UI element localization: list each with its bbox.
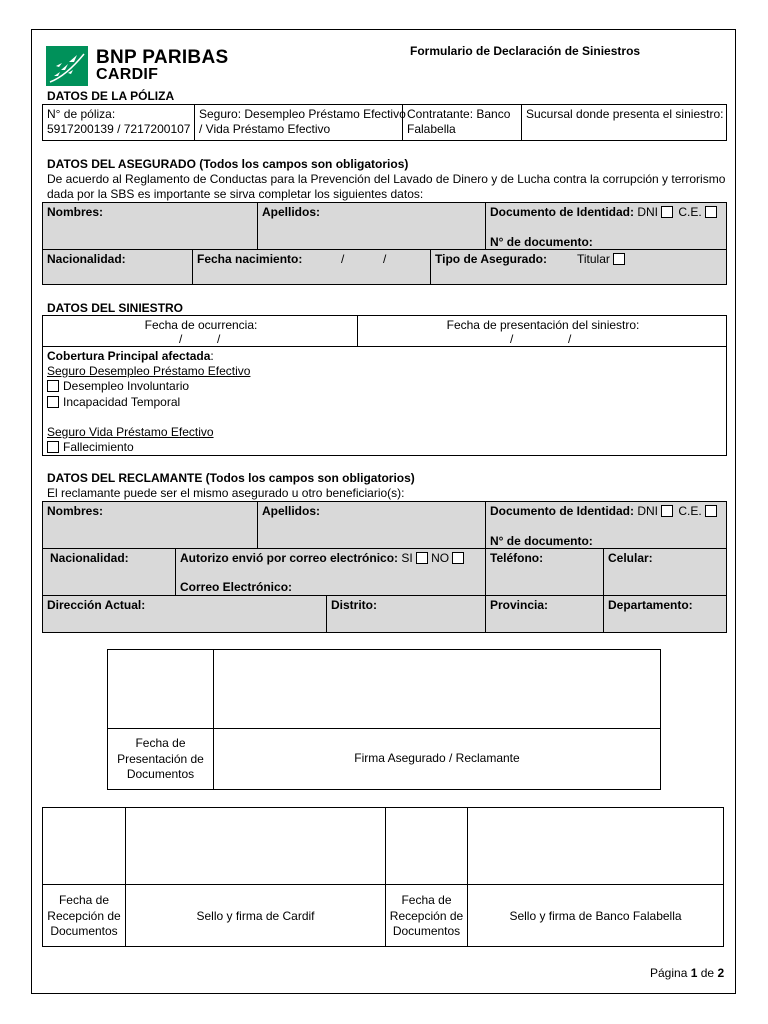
poliza-number-value: 5917200139 / 7217200107 [47, 122, 191, 136]
caption-line: Fecha de [401, 893, 452, 907]
date-separator: / [341, 252, 345, 266]
reclamante-nacionalidad-label: Nacionalidad: [50, 551, 129, 565]
bnp-paribas-logo [46, 46, 88, 86]
fecha-recepcion-banco-caption-cell [385, 884, 468, 947]
reclamante-numdoc-label: N° de documento: [490, 534, 593, 548]
reclamante-distrito-field[interactable] [326, 595, 486, 633]
sello-banco-caption-cell [467, 884, 724, 947]
fecha-presentacion-field[interactable] [357, 315, 727, 347]
asegurado-doc-label: Documento de Identidad: [490, 205, 634, 219]
fecha-presentacion-caption-cell [107, 728, 214, 790]
reclamante-departamento-field[interactable] [603, 595, 727, 633]
fecha-recepcion-banco-area[interactable] [385, 807, 468, 885]
poliza-section-title: DATOS DE LA PÓLIZA [47, 89, 175, 103]
reclamante-ce-checkbox[interactable] [705, 505, 717, 517]
asegurado-apellidos-field[interactable] [257, 202, 486, 250]
caption-line: Documentos [392, 924, 461, 938]
fecha-presentacion-label: Fecha de presentación del siniestro: [446, 318, 640, 332]
firma-asegurado-caption-cell [213, 728, 661, 790]
reclamante-dni-label: DNI [637, 504, 659, 518]
form-title: Formulario de Declaración de Siniestros [410, 44, 641, 58]
reclamante-provincia-field[interactable] [485, 595, 604, 633]
fecha-presentacion-caption [108, 736, 213, 783]
fecha-recepcion-cardif-caption [43, 893, 125, 940]
fecha-ocurrencia-label: Fecha de ocurrencia: [144, 318, 258, 332]
reclamante-section-title: DATOS DEL RECLAMANTE (Todos los campos son obligatorios) [47, 471, 415, 485]
celular-label: Celular: [608, 551, 653, 565]
reclamante-correo-field[interactable] [175, 548, 486, 596]
poliza-number-cell [42, 104, 195, 141]
asegurado-ce-label: C.E. [678, 205, 702, 219]
date-separator: / [568, 332, 572, 346]
asegurado-nacionalidad-field[interactable] [42, 249, 193, 285]
reclamante-apellidos-field[interactable] [257, 501, 486, 549]
fallecimiento-option [47, 440, 134, 454]
reclamante-dni-checkbox[interactable] [661, 505, 673, 517]
asegurado-intro-line2: dada por la SBS es importante se sirva completar los siguientes datos: [47, 187, 424, 201]
reclamante-documento-field[interactable] [485, 501, 727, 549]
incapacidad-label: Incapacidad Temporal [63, 395, 181, 409]
asegurado-fecha-nac-label: Fecha nacimiento: [197, 252, 303, 266]
sello-banco-caption: Sello y firma de Banco Falabella [509, 909, 682, 923]
poliza-sucursal-field[interactable] [521, 104, 727, 141]
date-separator: / [510, 332, 514, 346]
sello-banco-area[interactable] [467, 807, 724, 885]
si-checkbox[interactable] [416, 552, 428, 564]
seguro-vida-heading [47, 425, 214, 439]
incapacidad-checkbox[interactable] [47, 396, 59, 408]
page-current: 1 [690, 966, 698, 980]
caption-line: Recepción de [47, 908, 121, 923]
fallecimiento-checkbox[interactable] [47, 441, 59, 453]
date-separator: / [217, 332, 221, 346]
poliza-seguro-line1: Seguro: Desempleo Préstamo Efectivo [199, 107, 406, 121]
asegurado-numdoc-label: N° de documento: [490, 235, 593, 249]
asegurado-intro-line1: De acuerdo al Reglamento de Conductas para la Prevención del Lavado de Dinero y de Lucha contra la corrupción y terrorismo [47, 172, 726, 186]
departamento-label: Departamento: [608, 598, 693, 612]
desempleo-option [47, 379, 189, 393]
provincia-label: Provincia: [490, 598, 549, 612]
reclamante-ce-label: C.E. [678, 504, 702, 518]
cobertura-title: Cobertura Principal afectada [47, 349, 211, 363]
poliza-contratante-line2: Falabella [407, 122, 456, 136]
direccion-label: Dirección Actual: [47, 598, 146, 612]
reclamante-nombres-label: Nombres: [47, 504, 104, 518]
seguro-desempleo-heading [47, 364, 250, 378]
incapacidad-option [47, 395, 180, 409]
caption-line: Documentos [126, 767, 195, 781]
page-number [650, 966, 724, 980]
fecha-recepcion-cardif-caption-cell [42, 884, 126, 947]
poliza-sucursal-label: Sucursal donde presenta el siniestro: [526, 107, 724, 121]
fecha-recepcion-banco-caption [386, 893, 467, 940]
fecha-ocurrencia-field[interactable] [42, 315, 358, 347]
sello-cardif-caption: Sello y firma de Cardif [196, 909, 315, 923]
seguro-desempleo-text: Seguro Desempleo Préstamo Efectivo [47, 364, 251, 378]
seguro-vida-text: Seguro Vida Préstamo Efectivo [47, 425, 214, 439]
asegurado-dni-label: DNI [637, 205, 659, 219]
desempleo-label: Desempleo Involuntario [63, 379, 190, 393]
asegurado-nacionalidad-label: Nacionalidad: [47, 252, 126, 266]
reclamante-doc-row [490, 504, 717, 518]
poliza-seguro-cell [194, 104, 406, 141]
asegurado-ce-checkbox[interactable] [705, 206, 717, 218]
date-separator: / [179, 332, 183, 346]
cobertura-colon: : [210, 349, 214, 363]
asegurado-dni-checkbox[interactable] [661, 206, 673, 218]
cobertura-section [42, 346, 727, 456]
siniestro-section-title: DATOS DEL SINIESTRO [47, 301, 184, 315]
sello-cardif-caption-cell [125, 884, 386, 947]
si-label: SI [401, 551, 413, 565]
reclamante-apellidos-label: Apellidos: [262, 504, 321, 518]
autorizo-label: Autorizo envió por correo electrónico: [180, 551, 399, 565]
poliza-contratante-cell [402, 104, 522, 141]
reclamante-telefono-field[interactable] [485, 548, 604, 596]
caption-line: Fecha de [58, 893, 110, 907]
asegurado-doc-row [490, 205, 717, 219]
asegurado-section-title: DATOS DEL ASEGURADO (Todos los campos son obligatorios) [47, 157, 409, 171]
firma-asegurado-area[interactable] [213, 649, 661, 729]
cobertura-label [47, 349, 214, 363]
sello-cardif-area[interactable] [125, 807, 386, 885]
asegurado-nombres-field[interactable] [42, 202, 258, 250]
fecha-presentacion-sign-area[interactable] [107, 649, 214, 729]
titular-label: Titular [577, 252, 610, 266]
titular-checkbox[interactable] [613, 253, 625, 265]
fallecimiento-label: Fallecimiento [63, 440, 134, 454]
firma-asegurado-caption: Firma Asegurado / Reclamante [354, 751, 520, 765]
reclamante-doc-label: Documento de Identidad: [490, 504, 634, 518]
poliza-seguro-line2: / Vida Préstamo Efectivo [199, 122, 331, 136]
asegurado-tipo-label: Tipo de Asegurado: [435, 252, 548, 266]
caption-line: Fecha de [135, 736, 186, 750]
page-word: Página [650, 966, 688, 980]
distrito-label: Distrito: [331, 598, 377, 612]
asegurado-documento-field[interactable] [485, 202, 727, 250]
reclamante-nacionalidad-field[interactable] [42, 548, 176, 596]
brand-subname: CARDIF [96, 66, 159, 83]
poliza-number-label: N° de póliza: [47, 107, 116, 121]
no-checkbox[interactable] [452, 552, 464, 564]
asegurado-nombres-label: Nombres: [47, 205, 104, 219]
desempleo-checkbox[interactable] [47, 380, 59, 392]
titular-option [577, 252, 625, 266]
page-of-word: de [700, 966, 715, 980]
reclamante-celular-field[interactable] [603, 548, 727, 596]
caption-line: Presentación de [117, 751, 204, 766]
fecha-recepcion-cardif-area[interactable] [42, 807, 126, 885]
caption-line: Documentos [50, 924, 118, 938]
telefono-label: Teléfono: [490, 551, 544, 565]
asegurado-tipo-field [430, 249, 727, 285]
asegurado-apellidos-label: Apellidos: [262, 205, 321, 219]
reclamante-intro: El reclamante puede ser el mismo asegurado u otro beneficiario(s): [47, 486, 405, 500]
caption-line: Recepción de [389, 908, 464, 923]
autorizo-row [180, 551, 464, 565]
asegurado-fecha-nacimiento-field[interactable] [192, 249, 431, 285]
page-total: 2 [717, 966, 725, 980]
date-separator: / [383, 252, 387, 266]
correo-label: Correo Electrónico: [180, 580, 293, 594]
brand-name: BNP PARIBAS [96, 47, 229, 68]
reclamante-direccion-field[interactable] [42, 595, 327, 633]
reclamante-nombres-field[interactable] [42, 501, 258, 549]
no-label: NO [431, 551, 450, 565]
poliza-contratante-line1: Contratante: Banco [407, 107, 511, 121]
